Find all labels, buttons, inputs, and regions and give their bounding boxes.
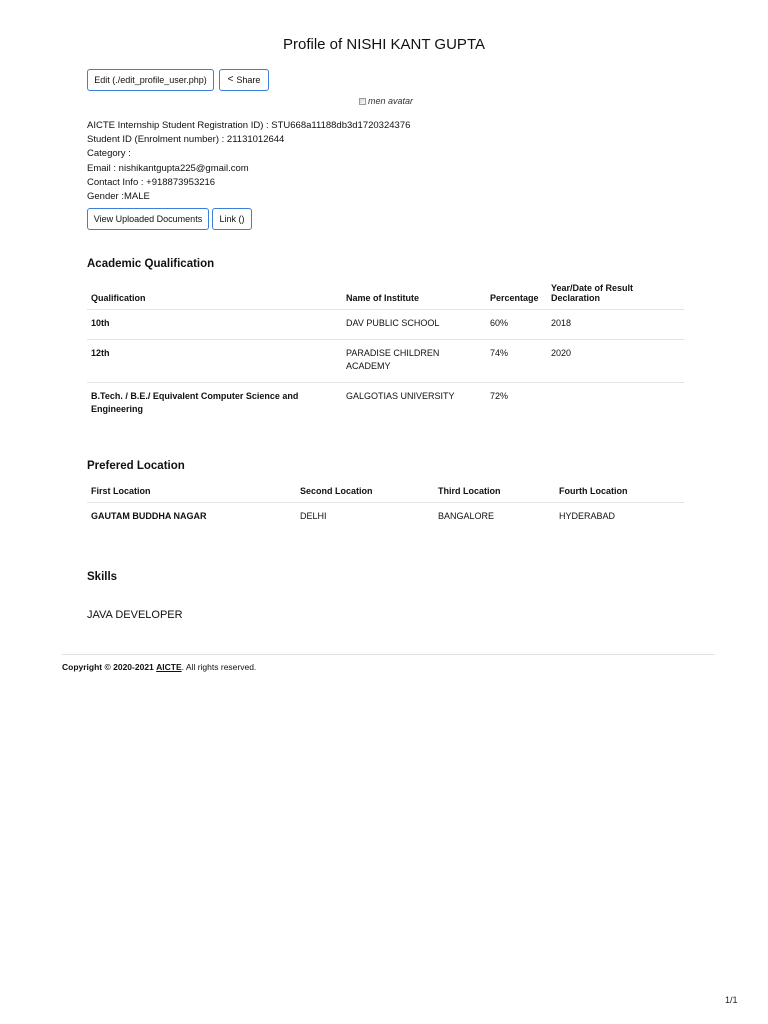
second-location-cell: DELHI xyxy=(296,503,434,533)
column-header: Qualification xyxy=(91,293,146,303)
share-icon: < xyxy=(227,74,234,85)
aicte-link[interactable]: AICTE xyxy=(156,662,182,672)
table-header-row xyxy=(87,283,684,310)
first-location-cell: GAUTAM BUDDHA NAGAR xyxy=(87,503,296,533)
avatar xyxy=(359,96,413,106)
link-label: Link () xyxy=(219,214,245,224)
column-header: Second Location xyxy=(300,486,373,496)
category: Category : xyxy=(87,148,131,160)
page-number: 1/1 xyxy=(725,995,738,1005)
contact-info: Contact Info : +918873953216 xyxy=(87,176,216,188)
year-cell: 2020 xyxy=(547,340,684,383)
year-cell: 2018 xyxy=(547,310,684,340)
view-uploaded-documents-button[interactable] xyxy=(87,208,209,230)
copyright-text: Copyright © 2020-2021 xyxy=(62,662,154,672)
skill-item: JAVA DEVELOPER xyxy=(87,609,183,621)
institute-cell: DAV PUBLIC SCHOOL xyxy=(342,310,486,340)
institute-cell: PARADISE CHILDREN ACADEMY xyxy=(342,340,486,383)
table-row xyxy=(87,310,684,340)
edit-profile-label: Edit (./edit_profile_user.php) xyxy=(94,75,207,85)
qualification-cell: 10th xyxy=(87,310,342,340)
year-cell xyxy=(547,383,684,426)
institute-cell: GALGOTIAS UNIVERSITY xyxy=(342,383,486,426)
table-row xyxy=(87,383,684,426)
student-id: Student ID (Enrolment number) : 21131012644 xyxy=(87,134,285,146)
qualification-cell: 12th xyxy=(87,340,342,383)
link-button[interactable] xyxy=(212,208,252,230)
registration-id: AICTE Internship Student Registration ID) : STU668a11188db3d1720324376 xyxy=(87,120,411,131)
share-label: Share xyxy=(236,75,261,85)
prefered-location-heading: Prefered Location xyxy=(87,460,185,472)
column-header: Year/Date of Result Declaration xyxy=(551,283,634,303)
column-header: First Location xyxy=(91,486,151,496)
column-header: Fourth Location xyxy=(559,486,628,496)
prefered-location-table xyxy=(87,486,684,532)
page-title: Profile of NISHI KANT GUPTA xyxy=(283,36,485,53)
third-location-cell: BANGALORE xyxy=(434,503,555,533)
fourth-location-cell: HYDERABAD xyxy=(555,503,684,533)
email: Email : nishikantgupta225@gmail.com xyxy=(87,162,249,174)
percentage-cell: 60% xyxy=(486,310,547,340)
column-header: Name of Institute xyxy=(346,293,420,303)
edit-profile-button[interactable] xyxy=(87,69,214,91)
table-row xyxy=(87,340,684,383)
table-row xyxy=(87,503,684,533)
share-button[interactable] xyxy=(219,69,269,91)
avatar-alt-text: men avatar xyxy=(368,96,414,106)
percentage-cell: 72% xyxy=(486,383,547,426)
broken-image-icon xyxy=(359,98,366,105)
column-header: Third Location xyxy=(438,486,501,496)
academic-qualification-heading: Academic Qualification xyxy=(87,258,215,270)
academic-qualification-table xyxy=(87,283,684,425)
student-info xyxy=(87,119,410,204)
footer-divider xyxy=(62,654,715,655)
rights-text: . All rights reserved. xyxy=(181,662,257,672)
percentage-cell: 74% xyxy=(486,340,547,383)
footer xyxy=(62,662,256,672)
table-header-row xyxy=(87,486,684,503)
qualification-cell: B.Tech. / B.E./ Equivalent Computer Science and Engineering xyxy=(87,383,342,426)
skills-heading: Skills xyxy=(87,571,118,583)
gender: Gender :MALE xyxy=(87,191,150,203)
view-uploaded-documents-label: View Uploaded Documents xyxy=(93,214,203,224)
column-header: Percentage xyxy=(490,293,539,303)
